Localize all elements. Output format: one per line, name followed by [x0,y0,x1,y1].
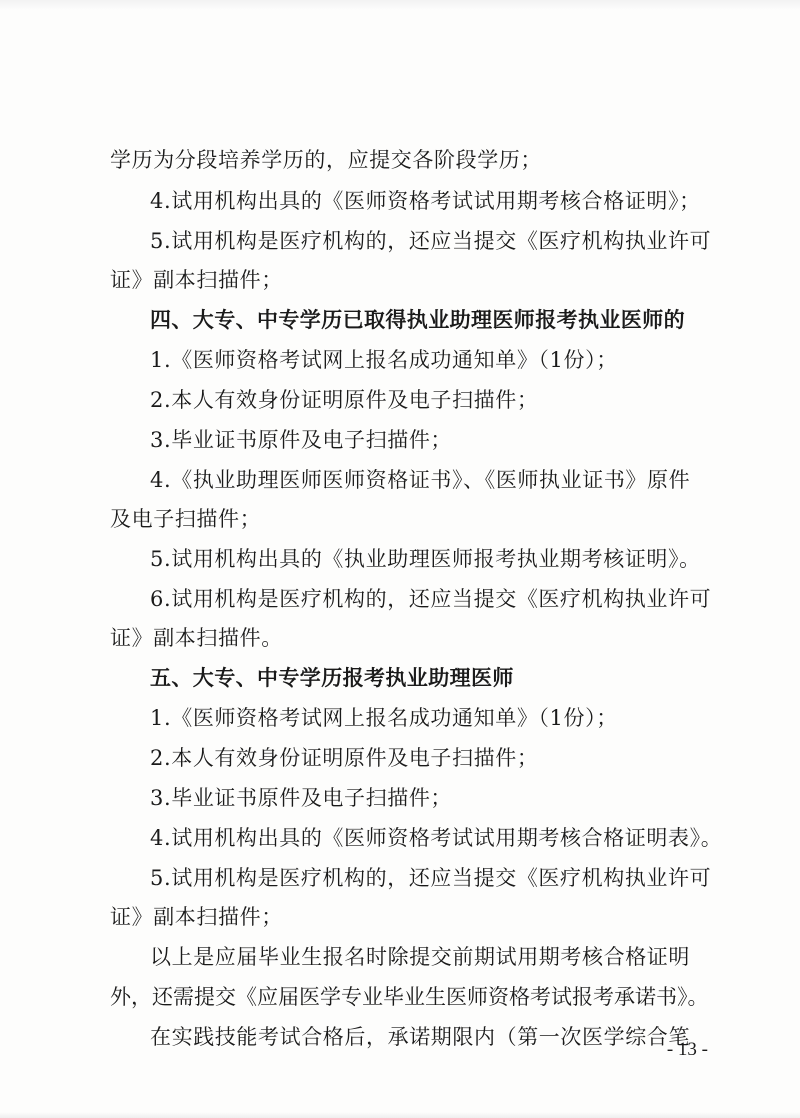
text-line-7: 2.本人有效身份证明原件及电子扫描件； [150,388,539,412]
section-heading-4: 四、大专、中专学历已取得执业助理医师报考执业医师的 [150,308,685,332]
text-line-15: 1.《医师资格考试网上报名成功通知单》（1份）； [150,706,618,730]
text-line-4: 证》副本扫描件； [110,268,283,292]
text-line-19: 5.试用机构是医疗机构的，还应当提交《医疗机构执业许可 [150,866,712,890]
text-line-3: 5.试用机构是医疗机构的，还应当提交《医疗机构执业许可 [150,229,712,253]
text-line-1: 学历为分段培养学历的，应提交各阶段学历； [110,148,542,172]
section-heading-5: 五、大专、中专学历报考执业助理医师 [150,666,514,690]
scan-edge-top [0,0,800,10]
scan-edge-bottom [0,1112,800,1118]
text-line-6: 1.《医师资格考试网上报名成功通知单》（1份）； [150,348,618,372]
text-line-20: 证》副本扫描件； [110,905,283,929]
text-line-21: 以上是应届毕业生报名时除提交前期试用期考核合格证明 [150,945,690,969]
text-line-18: 4.试用机构出具的《医师资格考试试用期考核合格证明表》。 [150,826,723,850]
text-line-16: 2.本人有效身份证明原件及电子扫描件； [150,746,539,770]
text-line-10: 及电子扫描件； [110,507,262,531]
text-line-22: 外，还需提交《应届医学专业毕业生医师资格考试报考承诺书》。 [110,985,709,1009]
text-line-23: 在实践技能考试合格后，承诺期限内（第一次医学综合笔 [150,1025,690,1049]
text-line-12: 6.试用机构是医疗机构的，还应当提交《医疗机构执业许可 [150,587,712,611]
text-line-2: 4.试用机构出具的《医师资格考试试用期考核合格证明》； [150,189,701,213]
page-number: - 13 - [666,1039,708,1060]
text-line-8: 3.毕业证书原件及电子扫描件； [150,428,453,452]
text-line-13: 证》副本扫描件。 [110,626,283,650]
text-line-17: 3.毕业证书原件及电子扫描件； [150,786,453,810]
text-line-9: 4.《执业助理医师医师资格证书》、《医师执业证书》原件 [150,468,691,492]
text-line-11: 5.试用机构出具的《执业助理医师报考执业期考核证明》。 [150,547,701,571]
